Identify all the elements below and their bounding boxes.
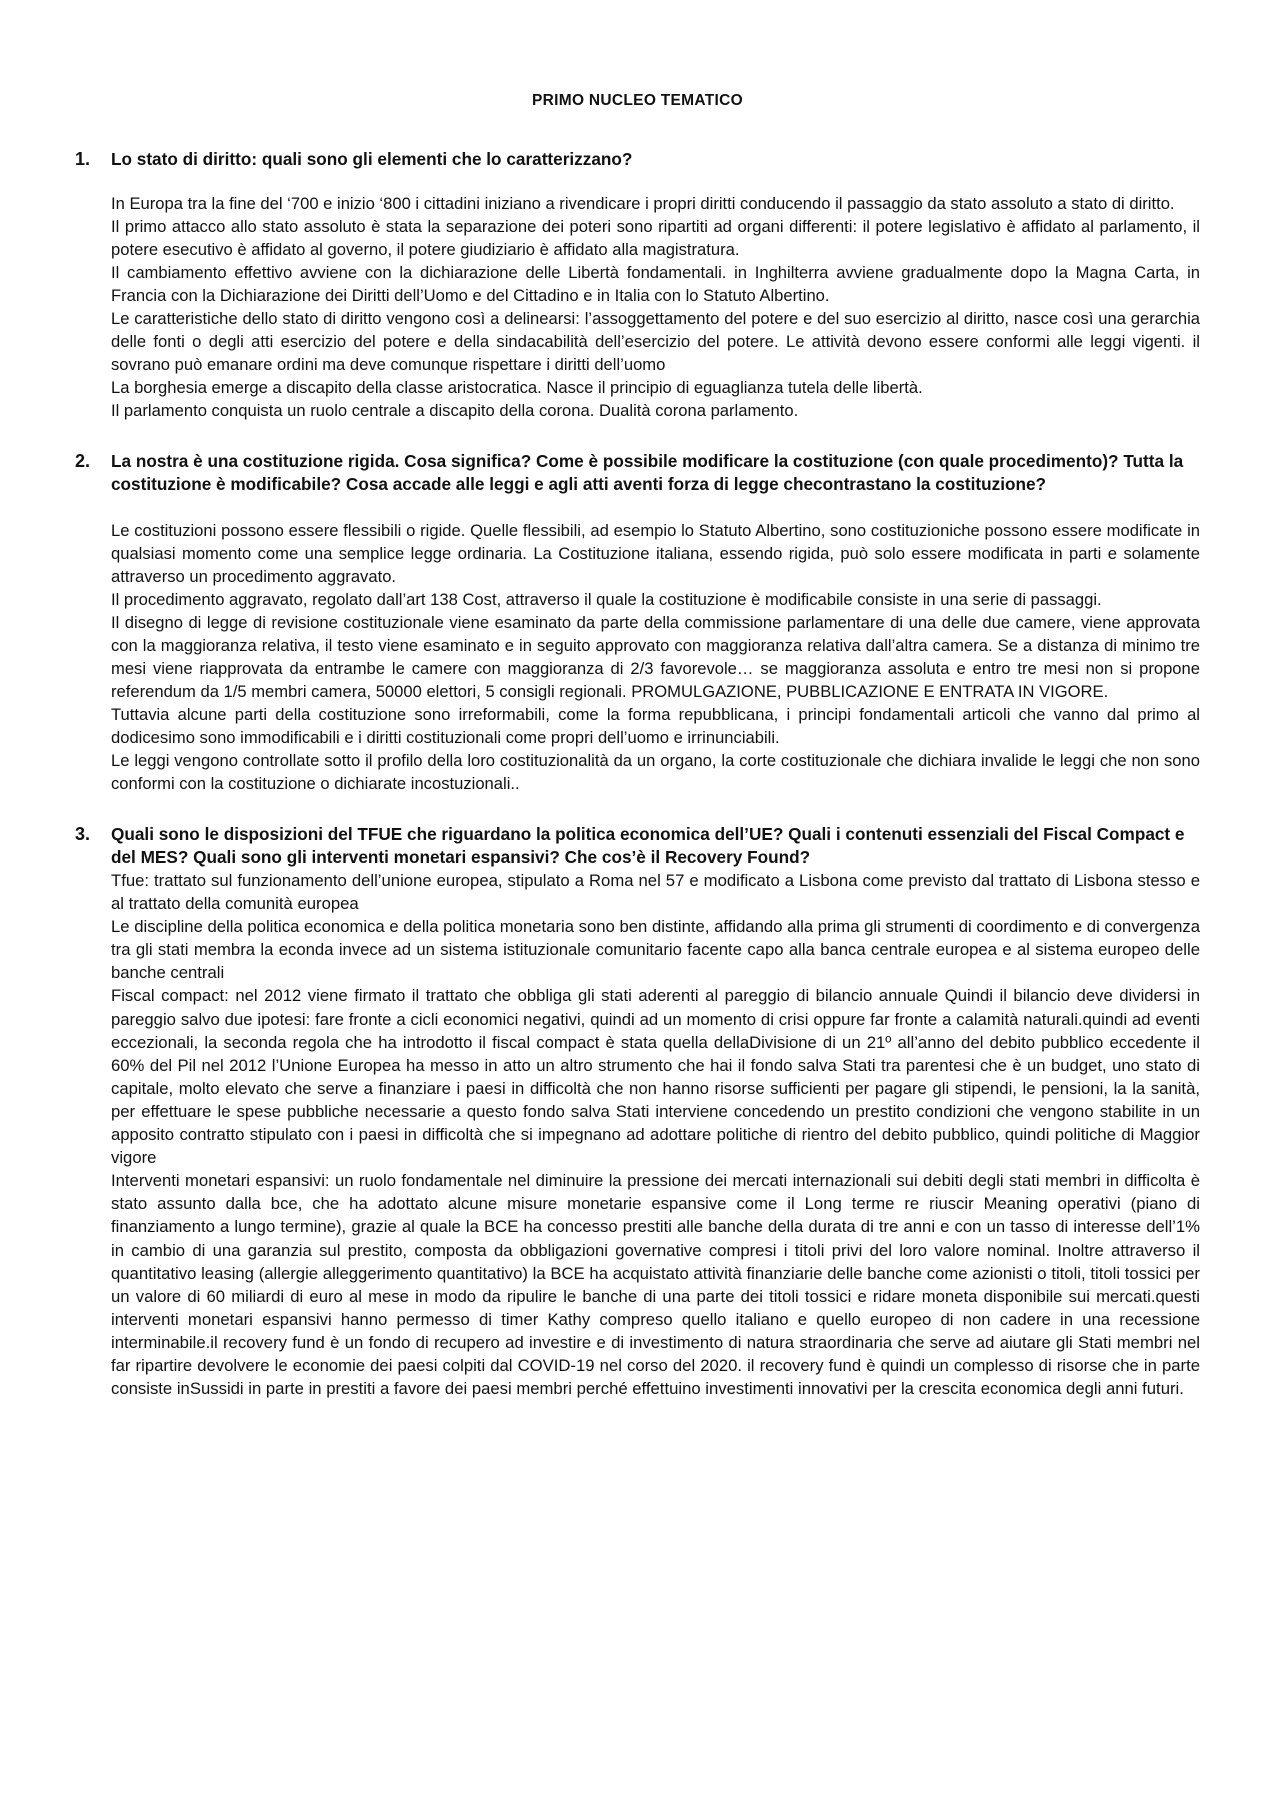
answer-paragraph: Il parlamento conquista un ruolo centrale a discapito della corona. Dualità corona parlamento. <box>111 401 799 420</box>
question-number: 1. <box>75 149 91 169</box>
answer-paragraph: Il procedimento aggravato, regolato dall’art 138 Cost, attraverso il quale la costituzione è modificabile consiste in una serie di passaggi. <box>111 590 1102 609</box>
answer-paragraph: Le caratteristiche dello stato di diritto vengono così a delinearsi: l’assoggettamento del potere e del suo esercizio al diritto, nasce così una gerarchia delle fonti o degli atti esercizio del potere e della sindacabilità dell’esercizio del potere. Le attività devono essere conformi alle leggi vigenti. il sovrano può emanare ordini ma deve comunque rispettare i diritti dell’uomo <box>111 309 1200 374</box>
question-section-3 <box>75 823 1200 1400</box>
answer-paragraph: Tuttavia alcune parti della costituzione sono irreformabili, come la forma repubblicana, i principi fondamentali articoli che vanno dal primo al dodicesimo sono immodificabili e i diritti costituzionali come propri dell’uomo e irrinunciabili. <box>111 705 1200 747</box>
question-number: 3. <box>75 824 91 844</box>
question-heading <box>75 823 1200 869</box>
answer-body <box>111 869 1200 1400</box>
question-heading <box>75 450 1200 496</box>
question-section-2 <box>75 450 1200 795</box>
answer-paragraph: Le leggi vengono controllate sotto il profilo della loro costituzionalità da un organo, la corte costituzionale che dichiara invalide le leggi che non sono conformi con la costituzione o dichiarate incostuzionali.. <box>111 751 1200 793</box>
answer-paragraph: In Europa tra la fine del ‘700 e inizio ‘800 i cittadini iniziano a rivendicare i propri diritti conducendo il passaggio da stato assoluto a stato di diritto. <box>111 194 1175 213</box>
question-section-1 <box>75 148 1200 422</box>
answer-paragraph: Tfue: trattato sul funzionamento dell’unione europea, stipulato a Roma nel 57 e modificato a Lisbona come previsto dal trattato di Lisbona stesso e al trattato della comunità europea <box>111 871 1200 914</box>
question-heading <box>75 148 1200 171</box>
question-text: Lo stato di diritto: quali sono gli elementi che lo caratterizzano? <box>111 149 633 169</box>
answer-body <box>111 519 1200 795</box>
question-text: La nostra è una costituzione rigida. Cosa significa? Come è possibile modificare la costituzione (con quale procedimento)? Tutta la costituzione è modificabile? Cosa accade alle leggi e agli atti aventi forza di legge checontrastano la costituzione? <box>111 451 1184 494</box>
question-number: 2. <box>75 451 91 471</box>
answer-paragraph: Il cambiamento effettivo avviene con la dichiarazione delle Libertà fondamentali. in Inghilterra avviene gradualmente dopo la Magna Carta, in Francia con la Dichiarazione dei Diritti dell’Uomo e del Cittadino e in Italia con lo Statuto Albertino. <box>111 263 1200 305</box>
answer-paragraph: Interventi monetari espansivi: un ruolo fondamentale nel diminuire la pressione dei mercati internazionali sui debiti degli stati membri in difficolta è stato assunto dalla bce, che ha adottato alcune misure monetarie espansive come il Long terme re riuscir Meaning operativi (piano di finanziamento a lungo termine), grazie al quale la BCE ha concesso prestiti alle banche della durata di tre anni e con un tasso di interesse dell’1% in cambio di una garanzia sul prestito, composta da obbligazioni governative compresi i titoli privi del loro valore nominal. Inoltre attraverso il quantitativo leasing (allergie alleggerimento quantitativo) la BCE ha acquistato attività finanziarie delle banche come azionisti o titoli, titoli tossici per un valore di 60 miliardi di euro al mese in modo da ripulire le banche di una parte dei titoli tossici e ridare moneta disponibile sui mercati.questi interventi monetari espansivi hanno permesso di timer Kathy compreso quello italiano e quello europeo di non cadere in una recessione interminabile.il recovery fund è un fondo di recupero ad investire e di investimento di natura straordinaria che serve ad aiutare gli Stati membri nel far ripartire devolvere le economie dei paesi colpiti dal COVID-19 nel corso del 2020. il recovery fund è quindi un complesso di risorse che in parte consiste inSussidi in parte in prestiti a favore dei paesi membri perché effettuino investimenti innovativi per la crescita economica degli anni futuri. <box>111 1171 1200 1399</box>
answer-paragraph: Le costituzioni possono essere flessibili o rigide. Quelle flessibili, ad esempio lo Statuto Albertino, sono costituzioniche possono essere modificate in qualsiasi momento come una semplice legge ordinaria. La Costituzione italiana, essendo rigida, può solo essere modificata in parti e solamente attraverso un procedimento aggravato. <box>111 521 1200 586</box>
answer-paragraph: Fiscal compact: nel 2012 viene firmato il trattato che obbliga gli stati aderenti al pareggio di bilancio annuale Quindi il bilancio deve dividersi in pareggio salvo due ipotesi: fare fronte a cicli economici negativi, quindi ad un momento di crisi oppure far fronte a calamità naturali.quindi ad eventi eccezionali, la seconda regola che ha introdotto il fiscal compact è stata quella dellaDivisione di un 21º all’anno del debito pubblico eccedente il 60% del Pil nel 2012 l’Unione Europea ha messo in atto un altro strumento che hai il fondo salva Stati tra parentesi che è un budget, uno stato di capitale, molto elevato che serve a finanziare i paesi in difficoltà che non hanno risorse sufficienti per pagare gli stipendi, le pensioni, la la sanità, per effettuare le spese pubbliche necessarie a questo fondo salva Stati interviene concedendo un prestito condizioni che vengono stabilite in un apposito contratto stipulato con i paesi in difficoltà che si impegnano ad adottare politiche di rientro del debito pubblico, quindi politiche di Maggior vigore <box>111 986 1200 1168</box>
answer-body <box>111 192 1200 422</box>
answer-paragraph: Il primo attacco allo stato assoluto è stata la separazione dei poteri sono ripartiti ad organi differenti: il potere legislativo è affidato al parlamento, il potere esecutivo è affidato al governo, il potere giudiziario è affidato alla magistratura. <box>111 217 1200 259</box>
question-text: Quali sono le disposizioni del TFUE che riguardano la politica economica dell’UE? Quali i contenuti essenziali del Fiscal Compact e del MES? Quali sono gli interventi monetari espansivi? Che cos’è il Recovery Found? <box>111 824 1185 867</box>
answer-paragraph: Le discipline della politica economica e della politica monetaria sono ben distinte, affidando alla prima gli strumenti di coordimento e di convergenza tra gli stati membra la econda invece ad un sistema istituzionale comunitario facente capo alla banca centrale europea e al sistema europeo delle banche centrali <box>111 917 1200 983</box>
document-title: PRIMO NUCLEO TEMATICO <box>532 92 743 109</box>
answer-paragraph: Il disegno di legge di revisione costituzionale viene esaminato da parte della commissione parlamentare di una delle due camere, viene approvata con la maggioranza relativa, il testo viene esaminato e in seguito approvato con maggioranza relativa dall’altra camera. Se a distanza di minimo tre mesi viene riapprovata da entrambe le camere con maggioranza di 2/3 favorevole… se maggioranza assoluta e entro tre mesi non si propone referendum da 1/5 membri camera, 50000 elettori, 5 consigli regionali. PROMULGAZIONE, PUBBLICAZIONE E ENTRATA IN VIGORE. <box>111 613 1200 701</box>
answer-paragraph: La borghesia emerge a discapito della classe aristocratica. Nasce il principio di eguaglianza tutela delle libertà. <box>111 378 923 397</box>
